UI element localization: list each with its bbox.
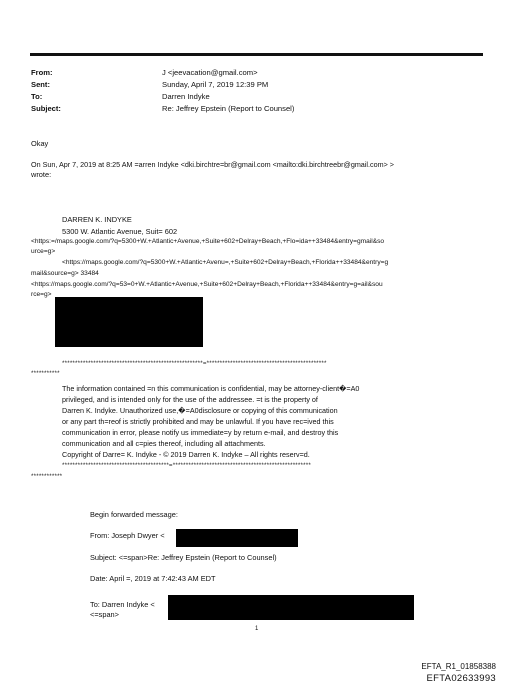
separator-stars-bottom: *****************************************=***************************************************** xyxy=(62,462,311,469)
disclaimer-line: privileged, and is intended only for the use of the addressee. =t is the property of xyxy=(62,395,318,404)
sent-value: Sunday, April 7, 2019 12:39 PM xyxy=(162,80,269,89)
signature-map-link-2b[interactable]: mail&source=g> 33484 xyxy=(31,270,99,277)
separator-stars-top: ******************************************************=********************************************** xyxy=(62,360,327,367)
signature-name: DARREN K. INDYKE xyxy=(62,215,132,224)
to-label: To: xyxy=(31,92,43,101)
quote-intro-line2: wrote: xyxy=(31,170,52,179)
forwarded-subject: Subject: <=span>Re: Jeffrey Epstein (Report to Counsel) xyxy=(90,553,277,562)
disclaimer-line: or any part th=reof is strictly prohibited and may be unlawful. If you have rec=ived this xyxy=(62,417,334,426)
disclaimer-line: Darren K. Indyke. Unauthorized use,�=A0disclosure or copying of this communication xyxy=(62,406,338,415)
quote-intro-line1: On Sun, Apr 7, 2019 at 8:25 AM =arren Indyke <dki.birchtre=br@gmail.com <mailto:dki.birchtreebr@gmail.com> > xyxy=(31,160,394,169)
redaction-to-email xyxy=(168,595,414,620)
separator-stars-top-2: *********** xyxy=(31,370,60,377)
redaction-block xyxy=(55,297,203,347)
signature-map-link-2a[interactable]: <https://maps.google.com/?q=5300+W.+Atlantic+Avenu=,+Suite+602+Delray+Beach,+Florida++33484&entry=g xyxy=(62,259,389,266)
footer-id-r1: EFTA_R1_01858388 xyxy=(421,662,496,671)
signature-address: 5300 W. Atlantic Avenue, Suit= 602 xyxy=(62,227,178,236)
signature-map-link-1b[interactable]: urce=g> xyxy=(31,248,56,255)
disclaimer-line: communication and all c=pies thereof, including all attachments. xyxy=(62,439,266,448)
disclaimer-line: communication in error, please notify us immediate=y by return e-mail, and destroy this xyxy=(62,428,339,437)
forwarded-from: From: Joseph Dwyer < xyxy=(90,531,165,540)
separator-stars-bottom-2: ************ xyxy=(31,473,63,480)
header-rule xyxy=(30,53,483,56)
copyright-line: Copyright of Darre= K. Indyke - © 2019 Darren K. Indyke – All rights reserv=d. xyxy=(62,450,310,459)
forwarded-span: <=span> xyxy=(90,610,119,619)
signature-map-link-3a[interactable]: <https://maps.google.com/?q=53=0+W.+Atlantic+Avenue,+Suite+602+Delray+Beach,+Florida++33484&entry=g=ail&sou xyxy=(31,281,383,288)
sent-label: Sent: xyxy=(31,80,50,89)
footer-id-efta: EFTA02633993 xyxy=(426,673,496,684)
subject-value: Re: Jeffrey Epstein (Report to Counsel) xyxy=(162,104,295,113)
subject-label: Subject: xyxy=(31,104,61,113)
disclaimer-line: The information contained =n this communication is confidential, may be attorney-client�=A0 xyxy=(62,384,360,393)
to-value: Darren Indyke xyxy=(162,92,210,101)
from-label: From: xyxy=(31,68,53,77)
forwarded-to: To: Darren Indyke < xyxy=(90,600,155,609)
reply-text: Okay xyxy=(31,139,49,148)
forwarded-date: Date: April =, 2019 at 7:42:43 AM EDT xyxy=(90,574,216,583)
signature-map-link-1a[interactable]: <https:=/maps.google.com/?q=5300+W.+Atlantic+Avenue,+Suite+602+Delray+Beach,+Flo=ida++33484&entry=gmail&so xyxy=(31,238,385,245)
from-value: J <jeevacation@gmail.com> xyxy=(162,68,258,77)
page-number: 1 xyxy=(255,626,259,632)
redaction-from-email xyxy=(176,529,298,547)
signature-map-link-3b[interactable]: rce=g> xyxy=(31,291,52,298)
forwarded-heading: Begin forwarded message: xyxy=(90,510,178,519)
